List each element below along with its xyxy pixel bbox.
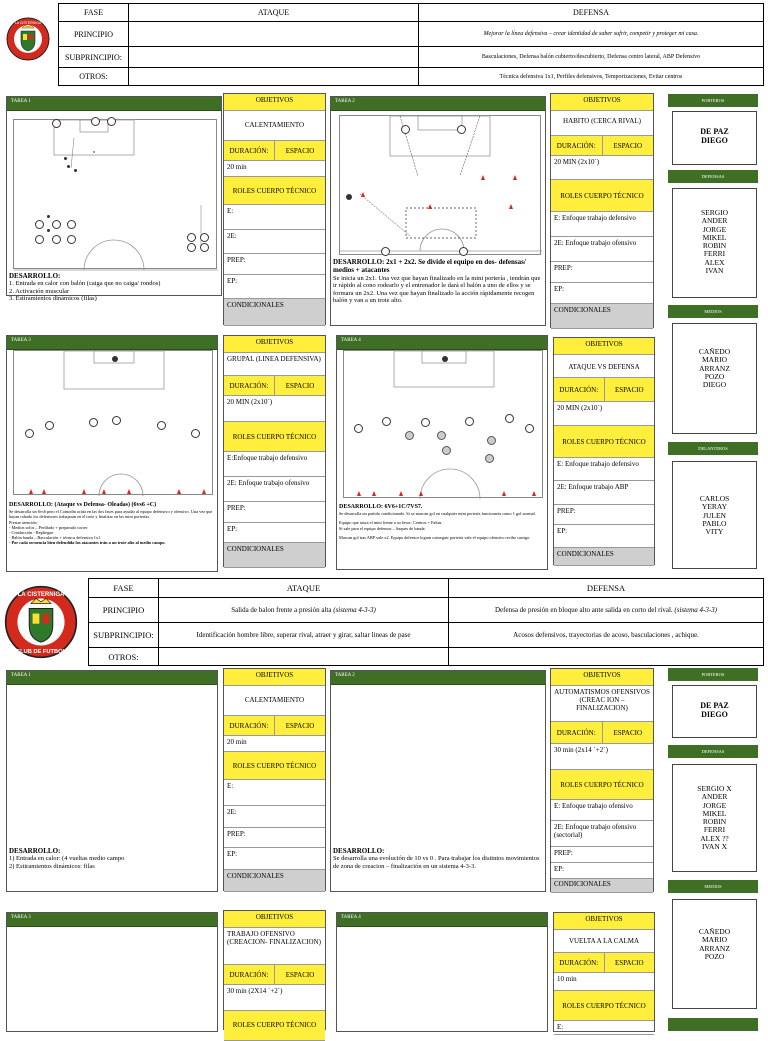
player-name: FERRI [703, 249, 726, 259]
page2-header-table [88, 578, 764, 666]
player-name: PABLO [702, 518, 727, 528]
role-e: E: [224, 780, 325, 806]
espacio-label: ESPACIO [285, 971, 315, 979]
player-name: ROBIN [702, 817, 727, 826]
task3-desarrollo [7, 501, 217, 546]
player-name: MARIO [701, 935, 727, 945]
porteros-bar: PORTEROS [668, 94, 758, 107]
principio-ataque [159, 598, 449, 623]
p2-task2-dev-line: Se desarrolla una evolución de 10 vs 0 . Para trabajar los distintos movimientos de zona de creacion – finalización en un sistema 4-3-3. [333, 855, 540, 870]
player-name: ARRANZ [699, 943, 730, 953]
objetivo-value: HABITO (CERCA RIVAL) [551, 111, 653, 136]
duracion-row [551, 722, 653, 744]
espacio-label: ESPACIO [285, 722, 315, 730]
roles-header: ROLES CUERPO TÉCNICO [224, 177, 325, 205]
player-name: CAÑEDO [698, 347, 731, 356]
p2-task4-card [336, 912, 548, 1032]
task4-desarrollo [337, 503, 547, 541]
club-logo [6, 17, 50, 61]
task3-dev-line: - Medios solos – Perfilado + preparado correr [9, 524, 88, 530]
p2-task1-bar: TAREA 1 [7, 671, 217, 685]
task4-dev-line: Marcan gol tras ABP vale x2. Equipo defensor logran conseguir portería vale el equipo ofensivo recibe castigo. [339, 534, 531, 540]
player-name: JORGE [702, 224, 727, 234]
role-e: E: [554, 1021, 654, 1035]
principio-ataque [129, 22, 419, 47]
task3-dev-line: Prestar atención: [9, 519, 38, 525]
svg-text:LA CISTERNIGA: LA CISTERNIGA [14, 21, 42, 25]
role-2e: 2E: Enfoque trabajo ofensivo (sectorial) [551, 821, 653, 847]
role-ep: EP: [224, 523, 325, 543]
delanteros-box [672, 461, 757, 569]
page1-header-table [58, 3, 764, 86]
role-e: E: [224, 205, 325, 230]
p2-task3-objetivos [223, 910, 326, 1030]
player-name: MARIO [701, 355, 727, 365]
task4-dev-title: DESARROLLO: 6V6+1C/7VS7. [339, 504, 423, 510]
p2-task1-dev-line: 2) Estiramientos dinámicos: filas [9, 862, 95, 870]
task1-dev-line: 2. Activación muscular [9, 287, 70, 295]
otros-ataque [129, 68, 419, 86]
defensas-bar: DEFENSAS [668, 170, 758, 183]
task1-objetivos [223, 93, 326, 325]
objetivos-header: OBJETIVOS [551, 94, 653, 111]
espacio-label: ESPACIO [613, 729, 643, 737]
roles-header: ROLES CUERPO TÉCNICO [224, 1011, 325, 1041]
duracion-label: DURACIÓN: [554, 953, 605, 972]
task2-dev-line: Se inicia un 2x1. Una vez que hayan finalizado en la mini portería , tendrán que ir rápido al cono rodearlo y el entrenador le dará el balón a uno de ellos y se formara un 2x2. Una vez que hayan finalizado la acción rápidamente recogen balón y van a un trote alto. [333, 274, 541, 305]
medios-bar: MEDIOS [668, 305, 758, 318]
duracion-value: 30 min (2x14 ´+2´) [551, 744, 653, 770]
task3-card [6, 335, 218, 572]
task1-bar: TAREA 1 [7, 97, 221, 111]
player-name: VITY [705, 527, 724, 536]
p2-task2-objetivos [550, 668, 654, 892]
duracion-label: DURACIÓN: [224, 376, 275, 395]
p2-task2-dev-title: DESARROLLO: [333, 847, 385, 855]
role-prep: PREP: [224, 828, 325, 848]
player-name: DE PAZ [700, 127, 729, 136]
otros-label: OTROS: [89, 648, 159, 666]
ataque-header: ATAQUE [129, 4, 419, 22]
objetivos-header: OBJETIVOS [224, 336, 325, 353]
espacio-label: ESPACIO [614, 386, 644, 394]
role-2e: 2E: Enfoque trabajo ofensivo [551, 237, 653, 262]
principio-defensa: Mejorar la línea defensiva – crear identidad de saber sufrir, competir y proteger mi casa. [419, 22, 764, 47]
objetivo-value: VUELTA A LA CALMA [554, 930, 654, 953]
player-name: JULEN [703, 510, 726, 520]
objetivos-header: OBJETIVOS [224, 94, 325, 111]
player-name: ANDER [701, 792, 728, 802]
p2-task4-objetivos [553, 912, 655, 1032]
duracion-row [551, 136, 653, 156]
objetivo-value: CALENTAMIENTO [224, 686, 325, 716]
objetivo-value: GRUPAL (LINEA DEFENSIVA) [224, 353, 325, 376]
defensa-header: DEFENSA [419, 4, 764, 22]
player-name: DIEGO [702, 380, 727, 389]
duracion-value: 20 MIN (2x10´) [224, 396, 325, 422]
duracion-value: 30 min (2X14 ´+2´) [224, 985, 325, 1011]
principio-defensa [449, 598, 764, 623]
player-name: DIEGO [701, 135, 728, 145]
fase-label: FASE [89, 579, 159, 598]
p2-task2-bar: TAREA 2 [331, 671, 545, 685]
objetivo-value: CALENTAMIENTO [224, 111, 325, 141]
role-2e: 2E: Enfoque trabajo ofensivo [224, 477, 325, 502]
roles-header: ROLES CUERPO TÉCNICO [554, 991, 654, 1021]
player-name: POZO [704, 371, 725, 381]
role-e: E:Enfoque trabajo defensivo [224, 452, 325, 477]
principio-label: PRINCIPIO [59, 22, 129, 47]
player-name: DIEGO [701, 709, 728, 719]
roles-header: ROLES CUERPO TÉCNICO [554, 426, 654, 458]
duracion-row [554, 953, 654, 973]
principio-ataque-sistema: (sistema 4-3-3) [333, 606, 376, 614]
p2-delanteros-bar [668, 1018, 758, 1031]
p2-task1-card [6, 670, 218, 892]
task4-pitch [343, 350, 543, 498]
principio-defensa-text: Defensa de presión en bloque alto ante salida en corto del rival. [495, 606, 673, 614]
task3-dev-line: - Por cada secuencia bien defendida los atacantes irán a un trote alto al medio campo. [9, 540, 166, 546]
porteros-box [672, 111, 757, 165]
espacio-label: ESPACIO [285, 147, 315, 155]
principio-defensa-sistema: (sistema 4-3-3) [674, 606, 717, 614]
role-ep: EP: [551, 863, 653, 879]
objetivo-value: AUTOMATISMOS OFENSIVOS (CREAC ION – FINALIZACION) [551, 686, 653, 722]
role-2e: 2E: [224, 806, 325, 828]
roles-header: ROLES CUERPO TÉCNICO [224, 422, 325, 452]
p2-task2-desarrollo [331, 846, 545, 871]
task1-card [6, 96, 222, 303]
player-name: MIKEL [702, 232, 727, 242]
task4-dev-line: Equipo que ataca el mini frente a su favor: Centros + Faltas. [339, 520, 443, 526]
task3-dev-line: Se desarrolla un 6vs6 pero el Comodín actúa en las dos fases para ayudar al equipo defensivo y ofensivo. Una vez que hayan robado los defensores trabajaran en el trote y finalizar en las mini porterías. [9, 509, 213, 520]
objetivos-header: OBJETIVOS [554, 913, 654, 930]
p2-medios-box [672, 899, 757, 1009]
player-name: ALEX ?? [700, 833, 729, 843]
role-ep: EP: [551, 283, 653, 304]
duracion-value: 10 min [554, 973, 654, 991]
player-name: SERGIO [700, 208, 729, 217]
p2-task1-desarrollo [7, 846, 217, 871]
task2-desarrollo [331, 257, 545, 306]
p2-porteros-bar: PORTEROS [668, 668, 758, 681]
role-2e: 2E: [224, 230, 325, 254]
role-ep: EP: [224, 848, 325, 870]
duracion-value: 20 MIN (2x10´) [551, 156, 653, 180]
condicionales: CONDICIONALES [551, 304, 653, 329]
club-logo-2 [4, 585, 78, 659]
subprincipio-defensa: Acosos defensivos, trayectorias de acoso, basculaciones , achique. [449, 623, 764, 648]
condicionales: CONDICIONALES [224, 870, 325, 892]
principio-ataque-text: Salida de balon frente a presión alta [231, 606, 332, 614]
p2-medios-bar: MEDIOS [668, 880, 758, 893]
p2-task1-objetivos [223, 668, 326, 891]
player-name: FERRI [703, 825, 726, 835]
p2-task3-bar: TAREA 3 [7, 913, 217, 927]
subprincipio-ataque [129, 47, 419, 68]
player-name: DE PAZ [700, 701, 729, 710]
task4-dev-line: Si sale para el equipo defensor – Saques de banda [339, 525, 425, 531]
duracion-row [224, 141, 325, 161]
espacio-label: ESPACIO [614, 959, 644, 967]
objetivos-header: OBJETIVOS [554, 338, 654, 355]
p2-defensas-bar: DEFENSAS [668, 745, 758, 758]
otros-defensa [449, 648, 764, 666]
p2-task2-card [330, 670, 546, 892]
task2-card [330, 96, 546, 326]
subprincipio-ataque: Identificación hombre libre, superar rival, atraer y girar, saltar lineas de pase [159, 623, 449, 648]
p2-task1-dev-line: 1) Entrada en calor: (4 vueltas medio campo [9, 855, 125, 863]
medios-box [672, 323, 757, 434]
p2-porteros-box [672, 685, 757, 738]
player-name: IVAN X [701, 841, 728, 851]
defensas-box [672, 188, 757, 298]
task3-objetivos [223, 335, 326, 567]
svg-text:LA CISTERNIGA: LA CISTERNIGA [17, 591, 65, 598]
duracion-value: 20 min [224, 161, 325, 177]
objetivo-value: ATAQUE VS DEFENSA [554, 355, 654, 378]
player-name: IVAN [705, 265, 724, 275]
task2-dev-title: DESARROLLO: 2x1 + 2x2. Se divide el equipo en dos- defensas/ medios + atacantes [333, 258, 526, 275]
player-name: ALEX [704, 257, 725, 267]
role-prep: PREP: [554, 505, 654, 525]
task4-card [336, 335, 548, 570]
duracion-row [224, 965, 325, 985]
condicionales: CONDICIONALES [224, 299, 325, 326]
role-2e: 2E: Enfoque trabajo ABP [554, 481, 654, 505]
duracion-row [554, 378, 654, 402]
duracion-value: 20 min [224, 736, 325, 752]
task2-pitch [339, 115, 541, 255]
defensa-header: DEFENSA [449, 579, 764, 598]
subprincipio-defensa: Basculaciones, Defensa balón cubierto/descubierto, Defensa centro lateral, ABP Defensivo [419, 47, 764, 68]
role-e: E: Enfoque trabajo ofensivo [551, 800, 653, 821]
player-name: ROBIN [702, 241, 727, 250]
duracion-label: DURACIÓN: [551, 136, 603, 155]
principio-label: PRINCIPIO [89, 598, 159, 623]
otros-ataque [159, 648, 449, 666]
p2-task3-card [6, 912, 218, 1032]
role-prep: PREP: [551, 847, 653, 863]
roles-header: ROLES CUERPO TÉCNICO [551, 180, 653, 212]
subprincipio-label: SUBPRINCIPIO: [59, 47, 129, 68]
duracion-label: DURACIÓN: [554, 378, 605, 401]
role-prep: PREP: [224, 502, 325, 523]
task1-desarrollo [7, 271, 221, 304]
task3-bar: TAREA 3 [7, 336, 217, 350]
espacio-label: ESPACIO [285, 382, 315, 390]
duracion-label: DURACIÓN: [224, 716, 275, 735]
svg-text:CLUB DE FUTBOL: CLUB DE FUTBOL [15, 649, 67, 656]
roles-header: ROLES CUERPO TÉCNICO [224, 752, 325, 780]
delanteros-bar: DELANTEROS [668, 442, 758, 455]
objetivos-header: OBJETIVOS [224, 669, 325, 686]
role-ep: EP: [224, 275, 325, 299]
task3-dev-title: DESARROLLO: (Ataque vs Defensa- Oleadas) (6vs6 +C) [9, 502, 157, 508]
objetivos-header: OBJETIVOS [551, 669, 653, 686]
player-name: YERAY [701, 502, 728, 512]
duracion-row [224, 716, 325, 736]
condicionales: CONDICIONALES [551, 879, 653, 893]
task1-dev-line: 3. Estiramientos dinámicos (filas) [9, 295, 97, 303]
otros-label: OTROS: [59, 68, 129, 86]
player-name: MIKEL [702, 808, 727, 818]
player-name: POZO [704, 951, 725, 961]
p2-task1-dev-title: DESARROLLO: [9, 847, 61, 855]
role-e: E: Enfoque trabajo defensivo [551, 212, 653, 237]
fase-label: FASE [59, 4, 129, 22]
p2-task4-bar: TAREA 4 [337, 913, 547, 927]
task4-dev-line: Se desarrolla un partido condicionado. Si se marcan gol en cualquier mini portería funcionaría como 1 gol normal. [339, 511, 536, 517]
role-ep: EP: [554, 525, 654, 548]
player-name: CARLOS [699, 494, 730, 503]
player-name: JORGE [702, 800, 727, 810]
task2-bar: TAREA 2 [331, 97, 545, 111]
duracion-label: DURACIÓN: [551, 722, 603, 743]
task4-bar: TAREA 4 [337, 336, 547, 350]
otros-defensa: Técnica defensiva 1x1, Perfiles defensivos, Temporizaciones, Evitar centros [419, 68, 764, 86]
condicionales: CONDICIONALES [554, 548, 654, 566]
duracion-label: DURACIÓN: [224, 965, 275, 984]
condicionales: CONDICIONALES [224, 543, 325, 568]
role-prep: PREP: [224, 254, 325, 275]
roles-header: ROLES CUERPO TÉCNICO [551, 770, 653, 800]
subprincipio-label: SUBPRINCIPIO: [89, 623, 159, 648]
role-e: E: Enfoque trabajo defensivo [554, 458, 654, 481]
ataque-header: ATAQUE [159, 579, 449, 598]
task1-dev-line: 1. Entrada en calor con balón (caiga que no caiga/ rondos) [9, 280, 161, 288]
duracion-value: 20 MIN (2x10´) [554, 402, 654, 426]
task1-dev-title: DESARROLLO: [9, 272, 61, 280]
task2-objetivos [550, 93, 654, 328]
role-prep: PREP: [551, 262, 653, 283]
task3-dev-line: - Balón banda – Basculación + técnica defensiva 1x1. [9, 534, 102, 540]
player-name: SERGIO X [697, 784, 732, 793]
task3-dev-line: - Conducción - Repliegue [9, 529, 54, 535]
espacio-label: ESPACIO [613, 142, 643, 150]
objetivos-header: OBJETIVOS [224, 911, 325, 928]
duracion-label: DURACIÓN: [224, 141, 275, 160]
p2-defensas-box [672, 764, 757, 872]
duracion-row [224, 376, 325, 396]
objetivo-value: TRABAJO OFENSIVO (CREACION- FINALIZACION) [224, 928, 325, 965]
task4-objetivos [553, 337, 655, 565]
player-name: ARRANZ [699, 363, 730, 373]
player-name: ANDER [701, 216, 728, 226]
player-name: CAÑEDO [698, 927, 731, 936]
